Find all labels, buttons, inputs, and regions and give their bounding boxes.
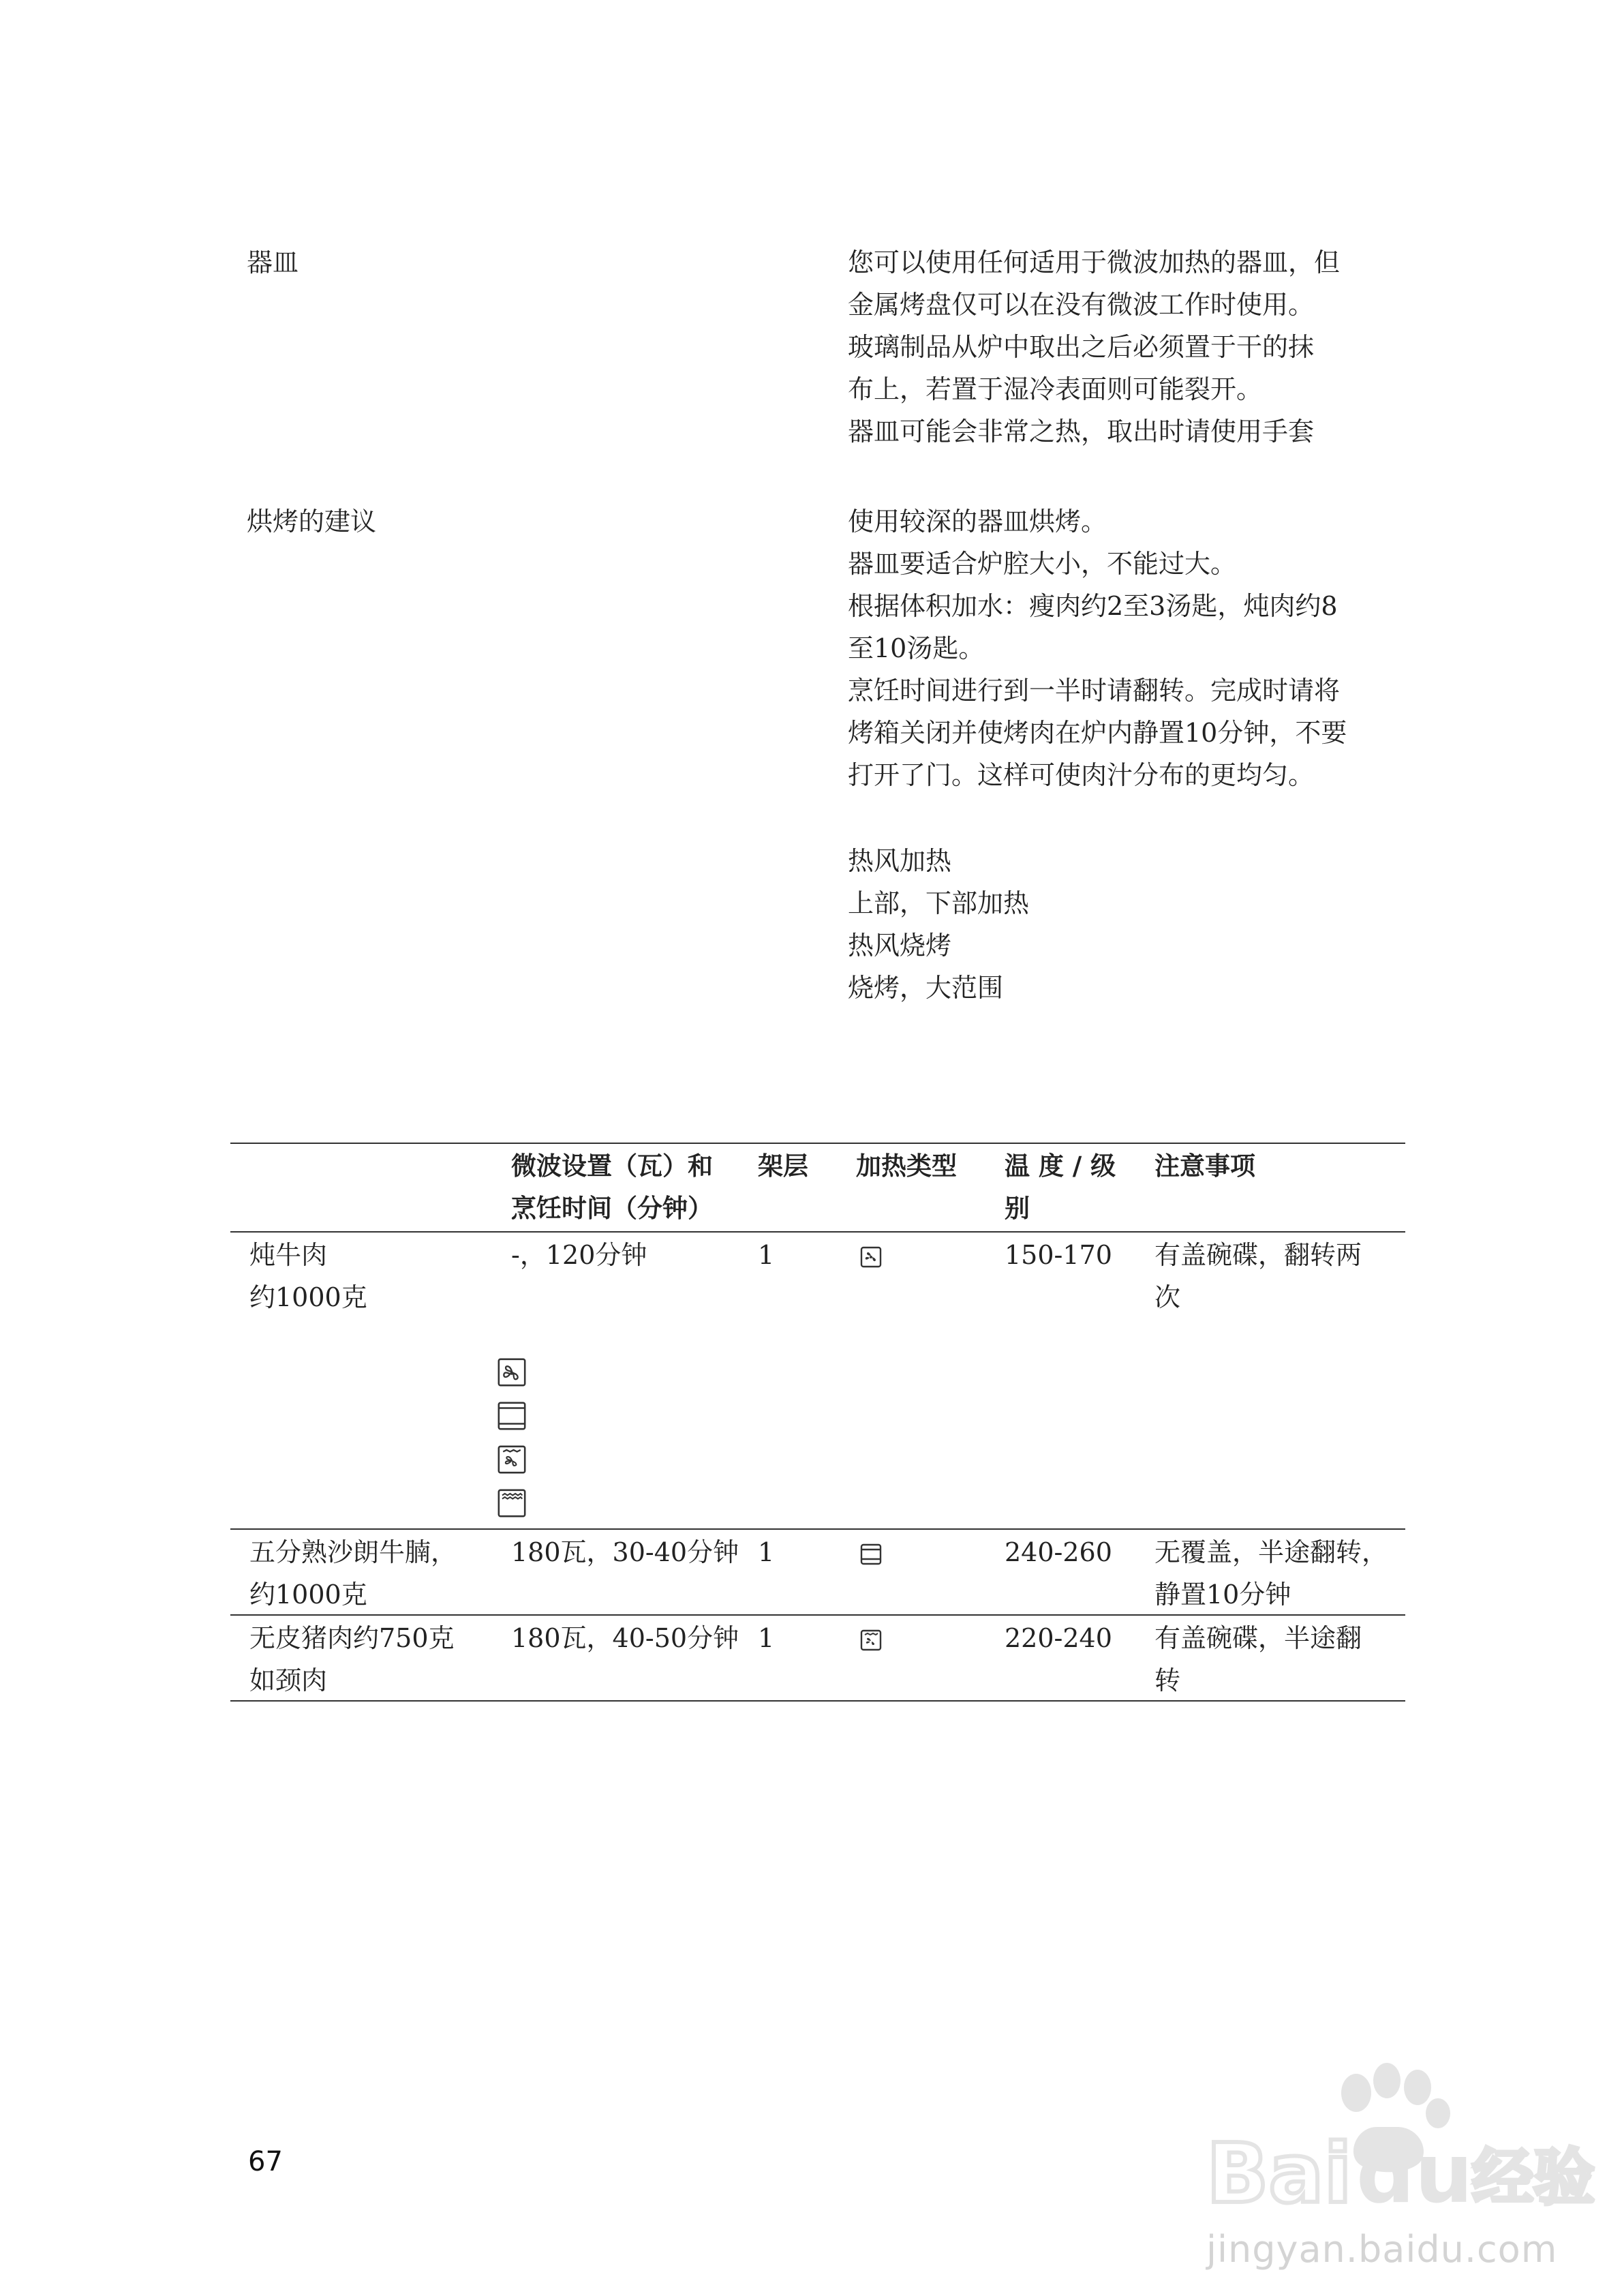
header-temperature bbox=[1005, 1145, 1116, 1230]
body-line: 金属烤盘仅可以在没有微波工作时使用。 bbox=[848, 290, 1315, 320]
top-bottom-heat-icon bbox=[859, 1542, 883, 1567]
heating-mode-item: 上部，下部加热 bbox=[848, 888, 1030, 918]
hot-air-fan-icon bbox=[496, 1357, 527, 1388]
svg-text:du: du bbox=[1356, 2127, 1473, 2222]
body-line: 您可以使用任何适用于微波加热的器皿，但 bbox=[848, 247, 1341, 277]
section-label-dishes: 器皿 bbox=[247, 247, 299, 277]
table-rule-row bbox=[230, 1528, 1405, 1530]
notes-line: 有盖碗碟，翻转两 bbox=[1154, 1240, 1362, 1270]
hot-air-fan-icon bbox=[859, 1245, 883, 1269]
table-row-food bbox=[249, 1617, 455, 1702]
body-line: 器皿可能会非常之热，取出时请使用手套 bbox=[848, 417, 1315, 447]
table-row-food bbox=[249, 1531, 457, 1616]
body-line: 使用较深的器皿烘烤。 bbox=[848, 507, 1107, 537]
heating-mode-list bbox=[848, 840, 1029, 1009]
table-rule-header bbox=[230, 1231, 1405, 1233]
table-rule-row bbox=[230, 1614, 1405, 1616]
header-line: 微波设置（瓦）和 bbox=[511, 1151, 713, 1181]
table-row-temperature: 220-240 bbox=[1005, 1623, 1112, 1653]
header-shelf: 架层 bbox=[758, 1151, 808, 1181]
heating-mode-item: 热风加热 bbox=[848, 846, 952, 876]
section-label-roasting: 烘烤的建议 bbox=[247, 507, 377, 537]
svg-text:Bai: Bai bbox=[1206, 2127, 1352, 2222]
body-line: 烹饪时间进行到一半时请翻转。完成时请将 bbox=[848, 676, 1341, 706]
table-row-microwave: -，120分钟 bbox=[511, 1240, 647, 1270]
table-row-shelf: 1 bbox=[758, 1623, 775, 1653]
body-line: 玻璃制品从炉中取出之后必须置于干的抹 bbox=[848, 332, 1315, 362]
food-line: 约1000克 bbox=[249, 1580, 367, 1610]
table-row-shelf: 1 bbox=[758, 1240, 775, 1270]
table-row-notes bbox=[1154, 1234, 1362, 1318]
body-line: 布上，若置于湿冷表面则可能裂开。 bbox=[848, 374, 1263, 404]
body-line: 打开了门。这样可使肉汁分布的更均匀。 bbox=[848, 760, 1315, 790]
header-line: 别 bbox=[1005, 1194, 1030, 1223]
body-line: 至10汤匙。 bbox=[848, 633, 985, 663]
heating-mode-item: 热风烧烤 bbox=[848, 931, 952, 961]
notes-line: 静置10分钟 bbox=[1154, 1580, 1291, 1610]
hot-air-grill-icon bbox=[859, 1628, 883, 1652]
header-line: 温 度 / 级 bbox=[1005, 1151, 1116, 1181]
wide-grill-icon bbox=[496, 1487, 527, 1519]
table-rule-bottom bbox=[230, 1700, 1405, 1702]
body-line: 器皿要适合炉腔大小，不能过大。 bbox=[848, 549, 1237, 579]
food-line: 无皮猪肉约750克 bbox=[249, 1623, 455, 1653]
header-microwave bbox=[511, 1145, 713, 1230]
table-row-microwave: 180瓦，30-40分钟 bbox=[511, 1537, 739, 1567]
table-rule-top bbox=[230, 1143, 1405, 1144]
header-notes: 注意事项 bbox=[1154, 1151, 1255, 1181]
header-heating-type: 加热类型 bbox=[856, 1151, 957, 1181]
table-row-temperature: 150-170 bbox=[1005, 1240, 1112, 1270]
svg-text:经验: 经验 bbox=[1472, 2142, 1595, 2214]
table-row-notes bbox=[1154, 1531, 1388, 1616]
header-line: 烹饪时间（分钟） bbox=[511, 1194, 713, 1223]
watermark-url: jingyan.baidu.com bbox=[1206, 2228, 1558, 2271]
page-number: 67 bbox=[248, 2146, 283, 2177]
food-line: 炖牛肉 bbox=[249, 1240, 328, 1270]
table-row-microwave: 180瓦，40-50分钟 bbox=[511, 1623, 739, 1653]
notes-line: 转 bbox=[1154, 1665, 1181, 1695]
top-bottom-heat-icon bbox=[496, 1400, 527, 1432]
notes-line: 次 bbox=[1154, 1282, 1181, 1312]
table-row-temperature: 240-260 bbox=[1005, 1537, 1112, 1567]
food-line: 如颈肉 bbox=[249, 1665, 328, 1695]
notes-line: 无覆盖，半途翻转， bbox=[1154, 1537, 1388, 1567]
food-line: 约1000克 bbox=[249, 1282, 367, 1312]
heating-mode-item: 烧烤，大范围 bbox=[848, 973, 1004, 1003]
table-row-shelf: 1 bbox=[758, 1537, 775, 1567]
food-line: 五分熟沙朗牛腩， bbox=[249, 1537, 457, 1567]
notes-line: 有盖碗碟，半途翻 bbox=[1154, 1623, 1362, 1653]
section-body-roasting bbox=[848, 500, 1413, 796]
table-row-notes bbox=[1154, 1617, 1362, 1702]
section-body-dishes bbox=[848, 241, 1413, 453]
body-line: 根据体积加水：瘦肉约2至3汤匙，炖肉约8 bbox=[848, 591, 1338, 621]
table-row-food bbox=[249, 1234, 367, 1318]
hot-air-grill-icon bbox=[496, 1444, 527, 1475]
body-line: 烤箱关闭并使烤肉在炉内静置10分钟，不要 bbox=[848, 718, 1347, 748]
